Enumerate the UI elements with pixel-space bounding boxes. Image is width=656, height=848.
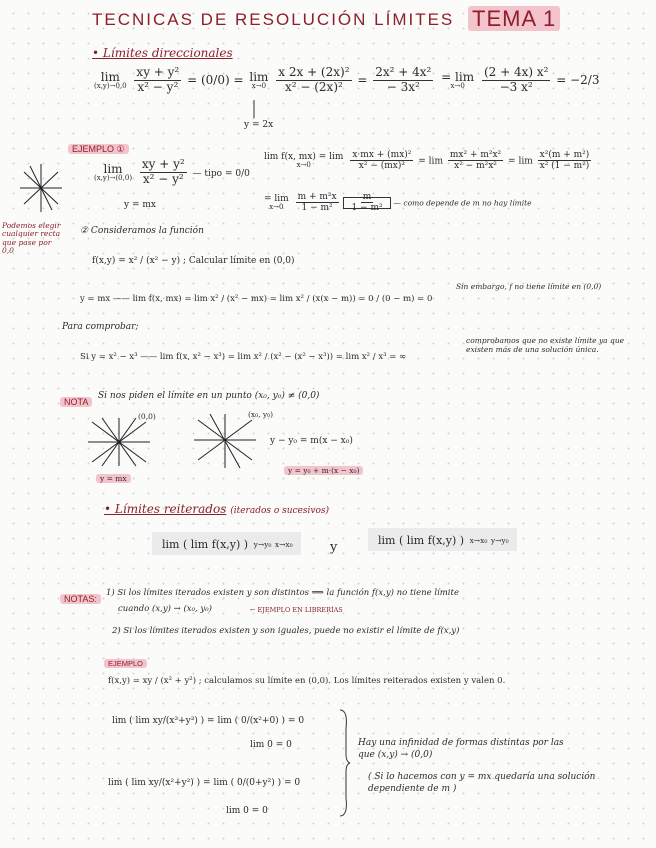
nota-label: NOTA [60,390,92,409]
substitution-label: y = 2x [244,120,274,130]
notas-1: 1) Si los límites iterados existen y son distintos ⟹ la función f(x,y) no tiene límite [106,588,459,598]
ejemplo-2-line1-note: Sin embargo, f no tiene límite en (0,0) [456,282,602,291]
star-lines-icon [16,160,66,216]
ejemplo-2-line1: y = mx —— lim f(x, mx) = lim x² / (x² − mx) = lim x² / (x(x − m)) = 0 / (0 − m) = 0 [80,294,433,304]
section-heading-reiterados: • Límites reiterados (iterados o sucesivos) [104,502,330,516]
point-rays-icon [190,412,260,470]
ejemplo-3-r2: lim ( lim xy/(x²+y²) ) = lim ( 0/(0+y²) ) = 0 [108,778,301,788]
notas-1c: ← EJEMPLO EN LIBRERÍAS [250,606,343,614]
ejemplo-2-intro: ② Consideramos la función [80,226,204,236]
ejemplo-3-side: Hay una infinidad de formas distintas por las que (x,y) → (0,0) [358,738,564,760]
ejemplo-2-line2: Si y = x² − x³ —— lim f(x, x² − x³) = lim x² / (x² − (x² − x³)) = lim x² / x³ = ∞ [80,352,407,362]
ejemplo-2-function: f(x,y) = x² / (x² − y) ; Calcular límite en (0,0) [92,256,295,266]
ejemplo-3-r1b: lim 0 = 0 [250,740,292,750]
origin-rays-icon [84,414,154,470]
ejemplo-2-para: Para comprobar; [62,322,139,332]
ejemplo-1-ymx: y = mx [124,200,156,210]
ejemplo-3-r2b: lim 0 = 0 [226,806,268,816]
reiterado-1: lim ( lim f(x,y) ) y→y₀ x→x₀ [152,532,301,555]
subst-arrow-icon [248,100,260,120]
ymx-label: y = mx [96,466,131,485]
notas-1b: cuando (x,y) → (x₀, y₀) [118,604,212,614]
ejemplo-3-function: f(x,y) = xy / (x² + y²) ; calculamos su límite en (0,0). Los límites reiterados existen y valen 0. [108,676,506,686]
nota-text: Si nos piden el límite en un punto (x₀, y₀) ≠ (0,0) [98,391,320,401]
ejemplo-2-line2-note: comprobamos que no existe límite ya que existen más de una solución única. [466,336,625,354]
y0-equation: y = y₀ + m·(x − x₀) [284,458,363,477]
ejemplo-3-side2: ( Si lo hacemos con y = mx quedaría una solución dependiente de m ) [368,772,596,794]
ejemplo-1-result-2: = lim x→0 $\frac{\text{m + m²x}}{\text{1 − m²}}$ $\frac{m}{\text{1 − m²}}$ — como depende de m no hay límite [264,192,532,214]
ejemplo-1-label: EJEMPLO ① [68,137,129,156]
page-title: TECNICAS DE RESOLUCIÓN LÍMITES [92,10,455,29]
ejemplo-3-label: EJEMPLO [104,651,147,670]
origin-label: (0,0) [138,412,156,421]
side-note: Podemos elegir cualquier recta que pase por 0,0 [2,221,61,255]
brace-icon [338,708,352,818]
line-equation: y − y₀ = m(x − x₀) [270,436,353,446]
ejemplo-3-r1: lim ( lim xy/(x²+y²) ) = lim ( 0/(x²+0) ) = 0 [112,716,305,726]
reiterado-y: y [330,540,338,555]
ejemplo-1-limit: lim (x,y)→(0,0) $\frac{\text{xy + y²}}{\text{x² − y²}}$ — tipo = 0/0 [94,157,250,186]
section-heading-direccionales: • Límites direccionales [92,46,233,60]
equation-direccional: lim (x,y)→0,0 $\frac{\text{xy + y²}}{\text{x² − y²}}$ = (0/0) = lim x→0 $\frac{\text{x 2x + (2x)²}}{\text{x² − (2x)²}}$ = $\frac{\text{2x² + 4x²}}{\text{− 3x²}}$ = lim x→0 $\frac{\text{(2 + 4x) x²}}{\text{−3 x²}}$ = −2/3 [94,65,600,94]
point-label: (x₀, y₀) [248,410,274,419]
ejemplo-1-result: lim f(x, mx) = lim x→0 $\frac{\text{x·mx + (mx)²}}{\text{x² − (mx)²}}$ = lim $\frac{\text{mx² + m²x²}}{\text{x² − m²x²}}$ = lim $\frac{\text{x²(m + m²)}}{\text{x² (1 − m²)}}$ [264,150,590,172]
notas-label: NOTAS: [60,587,101,606]
notas-2: 2) Si los límites iterados existen y son iguales, puede no existir el límite de f(x,y) [112,626,460,636]
reiterado-2: lim ( lim f(x,y) ) x→x₀ y→y₀ [368,528,517,551]
tema-label: TEMA 1 [468,6,560,32]
